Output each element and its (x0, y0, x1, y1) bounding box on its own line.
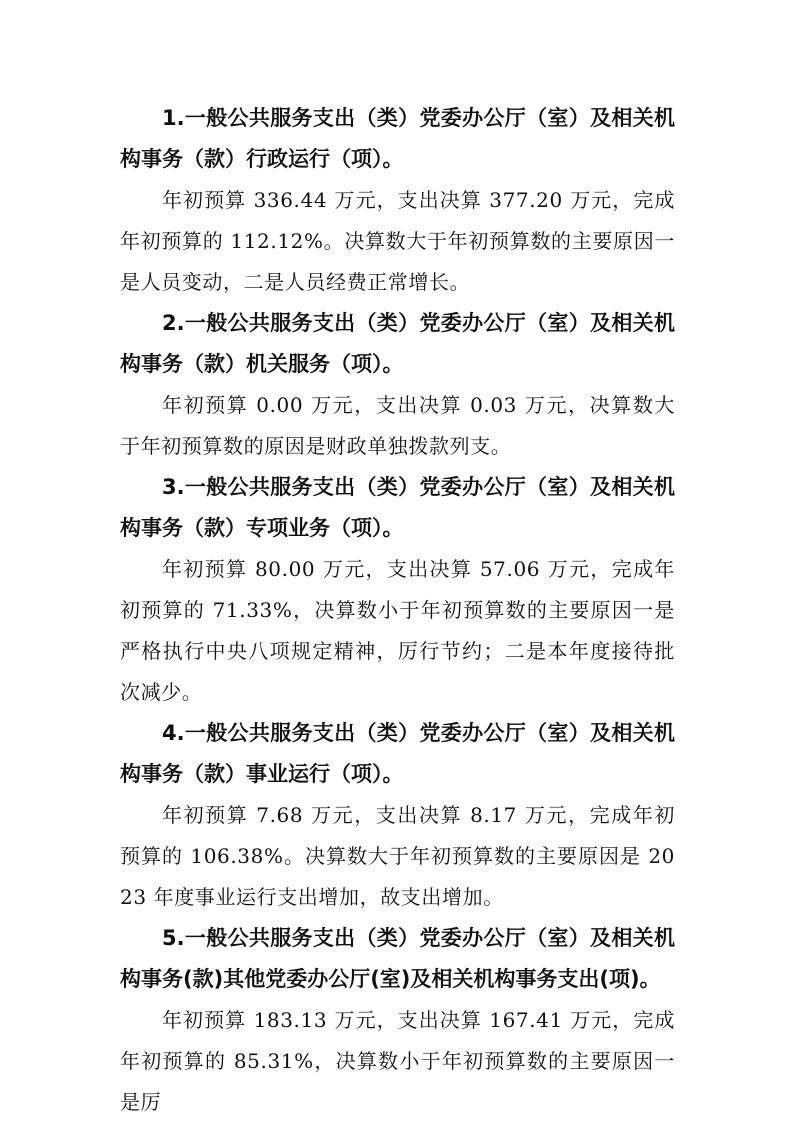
section-heading: 3.一般公共服务支出（类）党委办公厅（室）及相关机构事务（款）专项业务（项）。 (120, 475, 675, 540)
section-1 (120, 98, 675, 303)
section-heading: 5.一般公共服务支出（类）党委办公厅（室）及相关机构事务(款)其他党委办公厅(室)及相关机构事务支出(项)。 (120, 926, 675, 991)
section-5 (120, 918, 675, 1123)
section-heading: 4.一般公共服务支出（类）党委办公厅（室）及相关机构事务（款）事业运行（项）。 (120, 721, 675, 786)
section-body: 年初预算 336.44 万元，支出决算 377.20 万元，完成年初预算的 112.12%。决算数大于年初预算数的主要原因一是人员变动，二是人员经费正常增长。 (120, 188, 675, 294)
section-2 (120, 303, 675, 467)
section-body: 年初预算 7.68 万元，支出决算 8.17 万元，完成年初预算的 106.38%。决算数大于年初预算数的主要原因是 2023 年度事业运行支出增加，故支出增加。 (120, 803, 675, 909)
section-3 (120, 467, 675, 713)
section-body: 年初预算 183.13 万元，支出决算 167.41 万元，完成年初预算的 85.31%，决算数小于年初预算数的主要原因一是厉 (120, 1008, 675, 1114)
document-page (120, 98, 675, 1123)
section-4 (120, 713, 675, 918)
section-body: 年初预算 80.00 万元，支出决算 57.06 万元，完成年初预算的 71.33%，决算数小于年初预算数的主要原因一是严格执行中央八项规定精神，厉行节约；二是本年度接待批次减少。 (120, 557, 675, 704)
section-heading: 1.一般公共服务支出（类）党委办公厅（室）及相关机构事务（款）行政运行（项）。 (120, 106, 675, 171)
section-heading: 2.一般公共服务支出（类）党委办公厅（室）及相关机构事务（款）机关服务（项）。 (120, 311, 675, 376)
section-body: 年初预算 0.00 万元，支出决算 0.03 万元，决算数大于年初预算数的原因是财政单独拨款列支。 (120, 393, 675, 458)
